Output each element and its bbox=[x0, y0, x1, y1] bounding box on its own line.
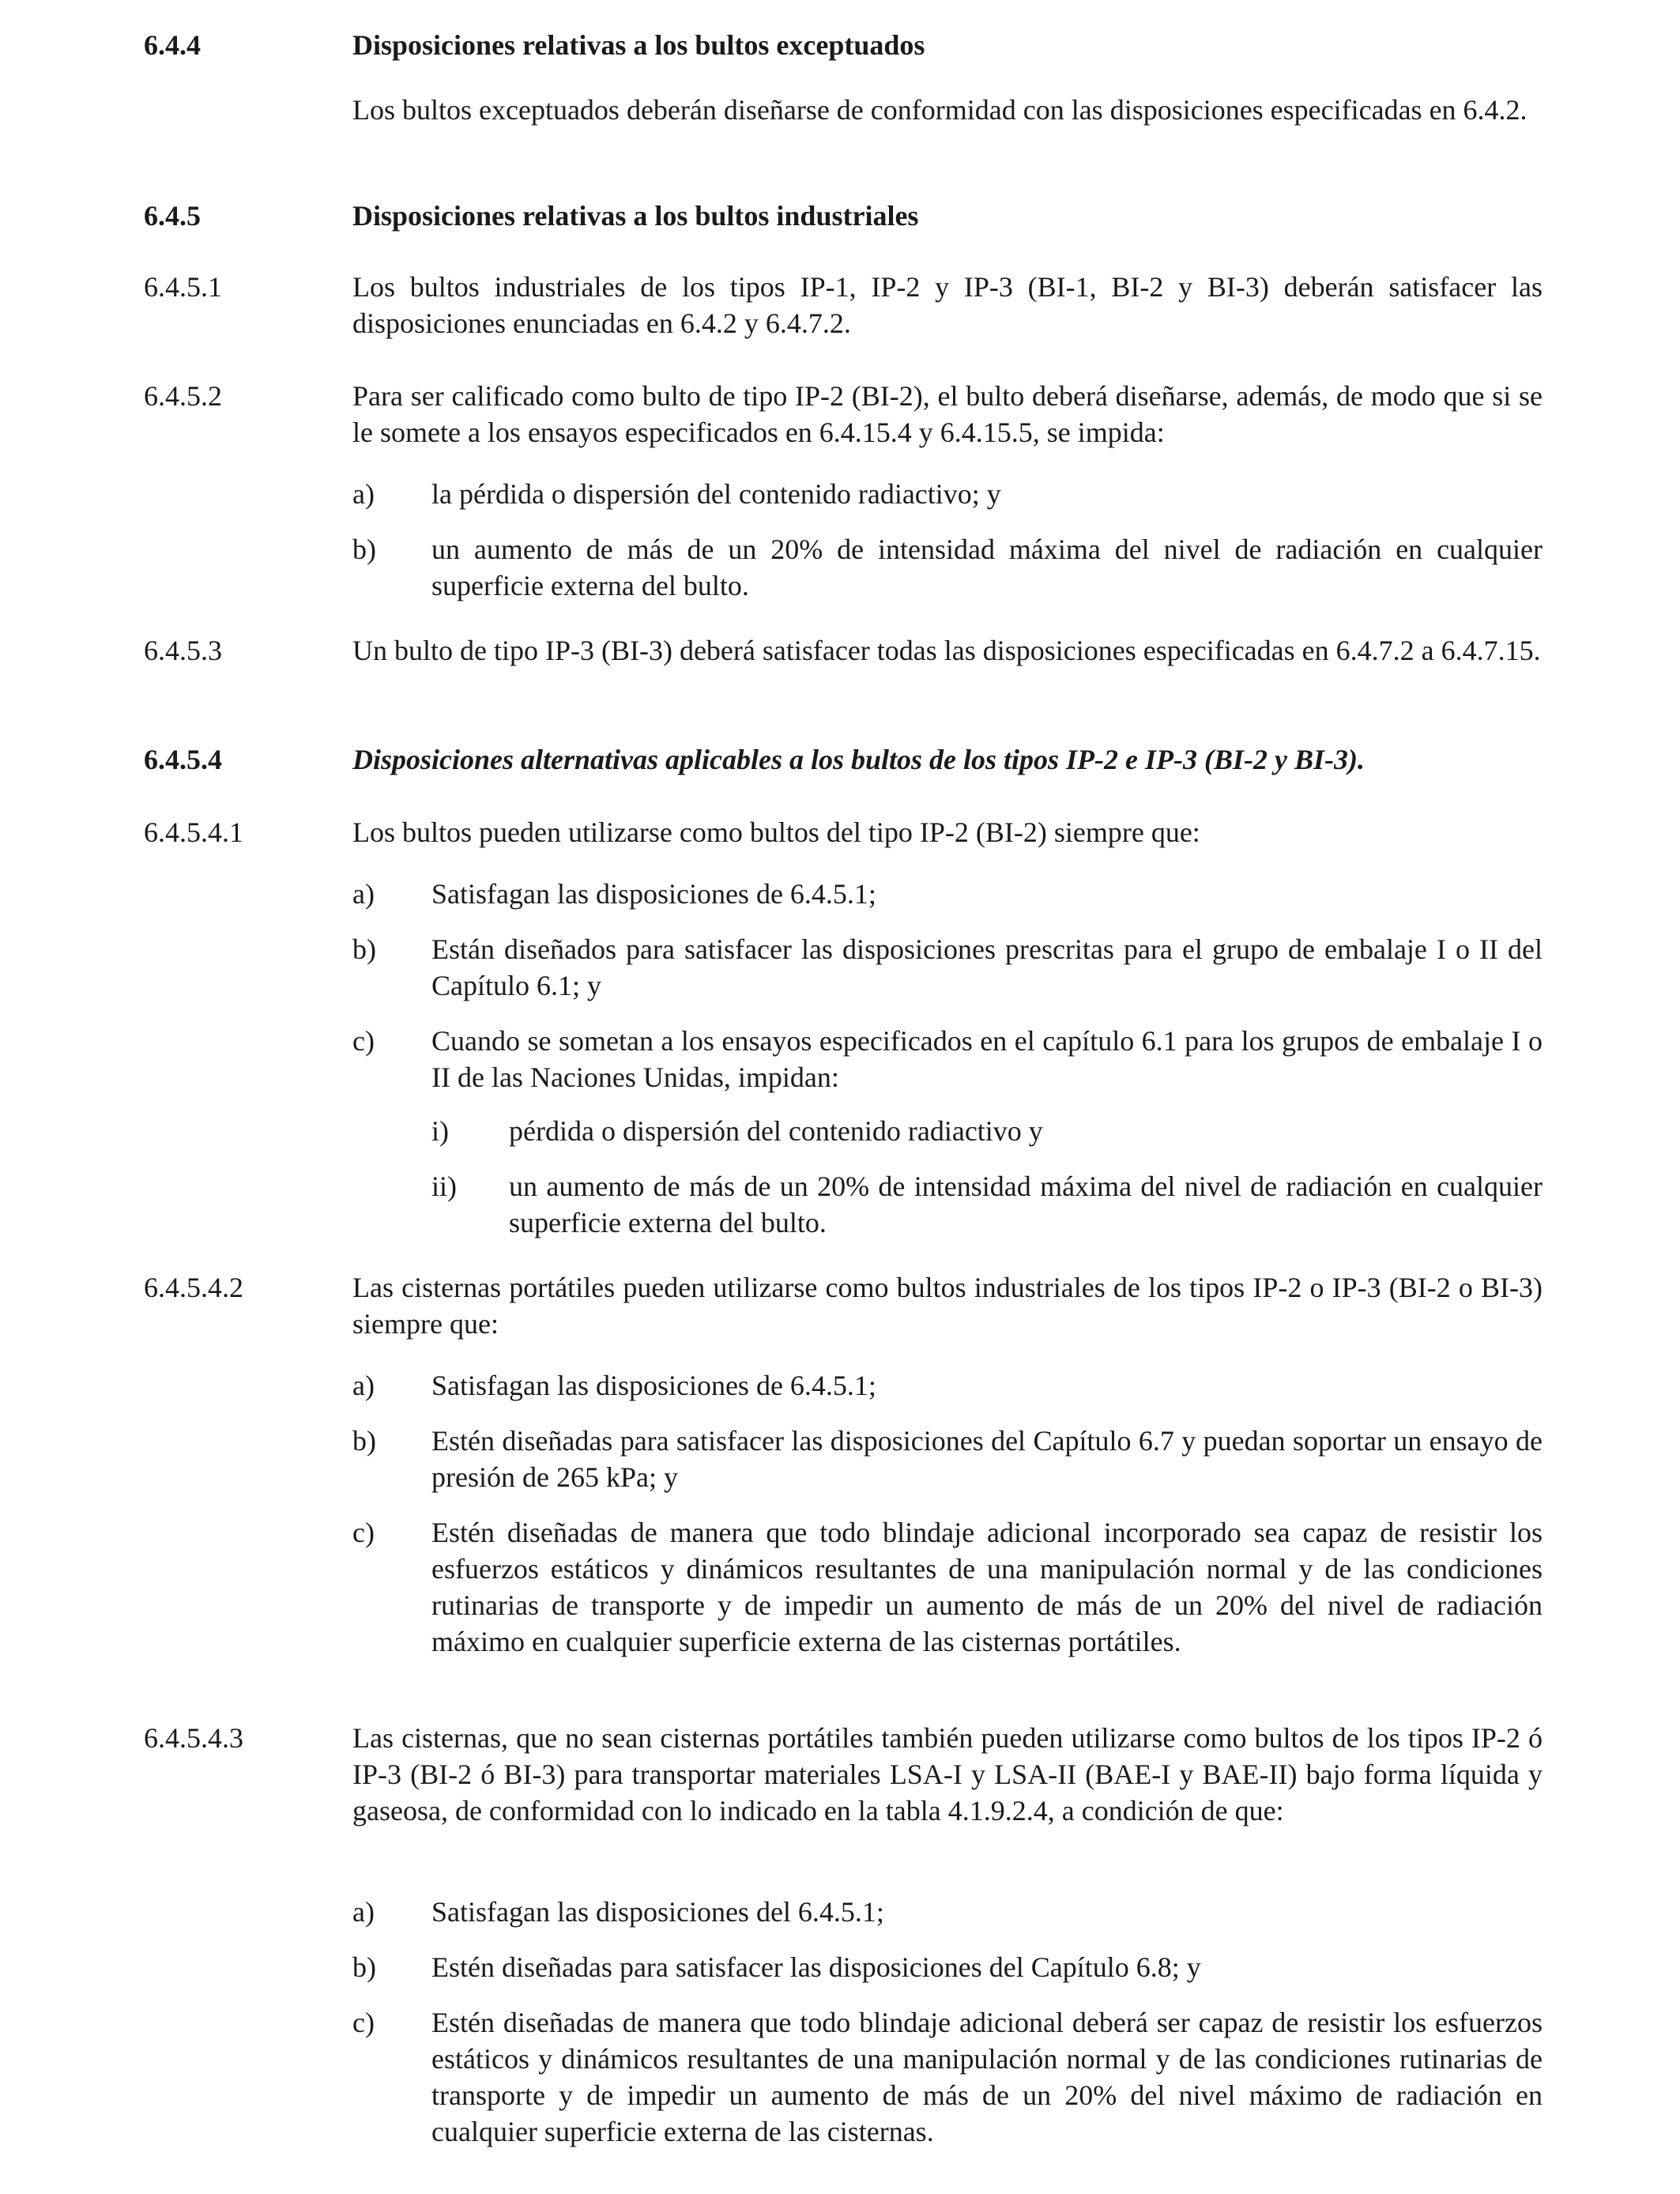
paragraph: Las cisternas portátiles pueden utilizarse como bultos industriales de los tipos IP-2 o IP-3 (BI-2 o BI-3) siempre que: bbox=[352, 1272, 1543, 1340]
paragraph: Los bultos exceptuados deberán diseñarse de conformidad con las disposiciones especificadas en 6.4.2. bbox=[352, 94, 1527, 126]
subitem-label: i) bbox=[431, 1115, 449, 1147]
item-label: b) bbox=[352, 1425, 376, 1457]
item-label: c) bbox=[352, 1025, 375, 1057]
item-text: Cuando se sometan a los ensayos especificados en el capítulo 6.1 para los grupos de embalaje I o II de las Naciones Unidas, impidan: bbox=[431, 1025, 1543, 1093]
section-number: 6.4.5.1 bbox=[144, 271, 222, 303]
subitem-label: ii) bbox=[431, 1171, 457, 1202]
item-text: la pérdida o dispersión del contenido radiactivo; y bbox=[431, 478, 1001, 510]
section-number: 6.4.5.4.1 bbox=[144, 816, 243, 848]
section-number: 6.4.5.3 bbox=[144, 635, 222, 666]
item-text: Satisfagan las disposiciones de 6.4.5.1; bbox=[431, 878, 876, 910]
section-title: Disposiciones alternativas aplicables a los bultos de los tipos IP-2 e IP-3 (BI-2 y BI-3). bbox=[352, 744, 1365, 775]
item-text: un aumento de más de un 20% de intensidad máxima del nivel de radiación en cualquier superficie externa del bulto. bbox=[431, 533, 1543, 601]
item-text: Estén diseñadas para satisfacer las disposiciones del Capítulo 6.8; y bbox=[431, 1951, 1201, 1983]
item-text: Satisfagan las disposiciones del 6.4.5.1; bbox=[431, 1896, 884, 1928]
section-number: 6.4.5.2 bbox=[144, 380, 222, 412]
paragraph: Las cisternas, que no sean cisternas portátiles también pueden utilizarse como bultos de los tipos IP-2 ó IP-3 (BI-2 ó BI-3) para transportar materiales LSA-I y LSA-II (BAE-I y BAE-II) bajo forma líquida y gaseosa, de conformidad con lo indicado en la tabla 4.1.9.2.4, a condición de que: bbox=[352, 1722, 1543, 1826]
item-label: c) bbox=[352, 1517, 375, 1548]
item-label: a) bbox=[352, 1370, 375, 1401]
item-label: b) bbox=[352, 933, 376, 965]
item-label: a) bbox=[352, 878, 375, 910]
paragraph: Un bulto de tipo IP-3 (BI-3) deberá satisfacer todas las disposiciones especificadas en 6.4.7.2 a 6.4.7.15. bbox=[352, 635, 1541, 666]
item-text: Estén diseñadas de manera que todo blindaje adicional deberá ser capaz de resistir los esfuerzos estáticos y dinámicos resultantes de una manipulación normal y de las condiciones rutinarias de transporte y de impedir un aumento de más de un 20% del nivel máximo de radiación en cualquier superficie externa de las cisternas. bbox=[431, 2007, 1543, 2147]
item-text: Estén diseñadas para satisfacer las disposiciones del Capítulo 6.7 y puedan soportar un ensayo de presión de 265 kPa; y bbox=[431, 1425, 1543, 1493]
item-label: b) bbox=[352, 1951, 376, 1983]
section-number: 6.4.4 bbox=[144, 29, 201, 61]
subitem-text: un aumento de más de un 20% de intensidad máxima del nivel de radiación en cualquier superficie externa del bulto. bbox=[509, 1171, 1543, 1238]
section-number: 6.4.5.4 bbox=[144, 744, 222, 775]
item-text: Están diseñados para satisfacer las disposiciones prescritas para el grupo de embalaje I o II del Capítulo 6.1; y bbox=[431, 933, 1543, 1001]
section-title: Disposiciones relativas a los bultos exceptuados bbox=[352, 29, 925, 61]
section-number: 6.4.5.4.2 bbox=[144, 1272, 243, 1303]
item-label: a) bbox=[352, 478, 375, 510]
item-label: a) bbox=[352, 1896, 375, 1928]
section-number: 6.4.5.4.3 bbox=[144, 1722, 243, 1754]
paragraph: Los bultos industriales de los tipos IP-1, IP-2 y IP-3 (BI-1, BI-2 y BI-3) deberán satisfacer las disposiciones enunciadas en 6.4.2 y 6.4.7.2. bbox=[352, 271, 1543, 339]
item-text: Satisfagan las disposiciones de 6.4.5.1; bbox=[431, 1370, 876, 1401]
section-title: Disposiciones relativas a los bultos industriales bbox=[352, 200, 919, 232]
subitem-text: pérdida o dispersión del contenido radiactivo y bbox=[509, 1115, 1043, 1147]
paragraph: Para ser calificado como bulto de tipo IP-2 (BI-2), el bulto deberá diseñarse, además, de modo que si se le somete a los ensayos especificados en 6.4.15.4 y 6.4.15.5, se impida: bbox=[352, 380, 1543, 448]
item-label: c) bbox=[352, 2007, 375, 2038]
section-number: 6.4.5 bbox=[144, 200, 201, 232]
paragraph: Los bultos pueden utilizarse como bultos del tipo IP-2 (BI-2) siempre que: bbox=[352, 816, 1200, 848]
item-label: b) bbox=[352, 533, 376, 565]
item-text: Estén diseñadas de manera que todo blindaje adicional incorporado sea capaz de resistir los esfuerzos estáticos y dinámicos resultantes de una manipulación normal y de las condiciones rutinarias de transporte y de impedir un aumento de más de un 20% del nivel de radiación máximo en cualquier superficie externa de las cisternas portátiles. bbox=[431, 1517, 1543, 1657]
